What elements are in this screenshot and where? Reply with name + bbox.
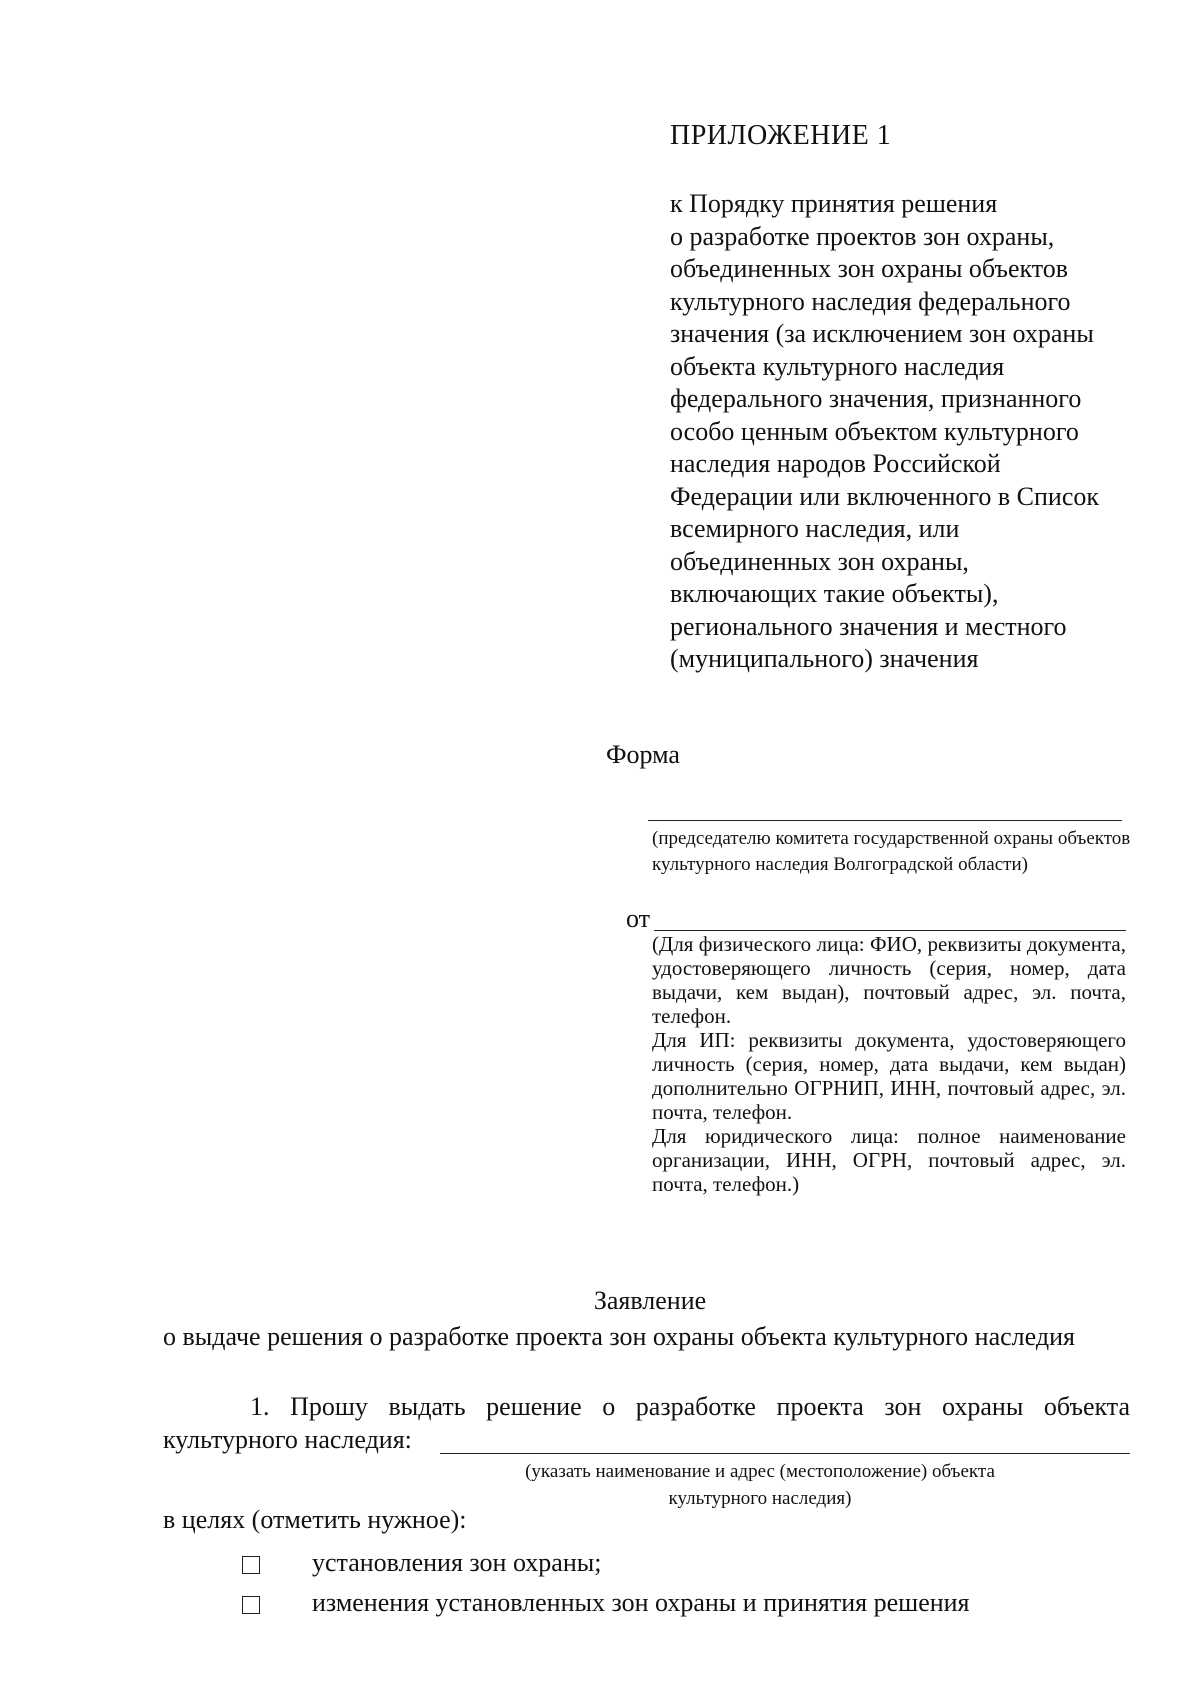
appendix-line: всемирного наследия, или [670,514,960,543]
addressee-note: (председателю комитета государственной охраны объектов культурного наследия Волгоградской области) [652,828,1131,875]
appendix-line: объекта культурного наследия [670,351,1005,381]
addressee-blank-line [648,820,1122,821]
appendix-description [670,188,1099,676]
appendix-line: объединенных зон охраны, [670,546,969,576]
purpose-label: в целях (отметить нужное): [163,1505,467,1534]
applicant-note-individual: (Для физического лица: ФИО, реквизиты документа, удостоверяющего личность (серия, номер, дата выдачи, кем выдан), почтовый адрес, эл. почта, телефон. [652,932,1126,1028]
applicant-notes [652,932,1126,1196]
appendix-line: регионального значения и местного [670,611,1067,641]
option-checkbox-establish[interactable] [242,1556,260,1574]
appendix-line: объединенных зон охраны объектов [670,254,1069,283]
appendix-line: к Порядку принятия решения [670,189,998,218]
heritage-object-blank-line [440,1453,1130,1454]
appendix-line: культурного наследия федерального [670,286,1071,316]
item1-text: 1. Прошу выдать решение о разработке проекта зон охраны объекта [250,1392,1130,1421]
hint-line: (указать наименование и адрес (местоположение) объекта [525,1461,995,1482]
option-checkbox-change[interactable] [242,1596,260,1614]
hint-line: культурного наследия) [668,1488,852,1509]
item1-text-continued: культурного наследия: [163,1425,412,1454]
applicant-blank-line [654,930,1126,931]
heritage-object-hint [380,1458,1140,1512]
applicant-note-legal-entity: Для юридического лица: полное наименование организации, ИНН, ОГРН, почтовый адрес, эл. почта, телефон.) [652,1124,1126,1196]
statement-subtitle: о выдаче решения о разработке проекта зон охраны объекта культурного наследия [163,1322,1075,1351]
from-label: от [626,904,651,933]
option-label-establish: установления зон охраны; [312,1548,602,1577]
appendix-line: включающих такие объекты), [670,579,999,608]
option-label-change: изменения установленных зон охраны и принятия решения [312,1588,970,1617]
statement-title: Заявление [593,1286,707,1315]
appendix-line: федерального значения, признанного [670,384,1082,413]
appendix-line: (муниципального) значения [670,644,979,673]
appendix-title: ПРИЛОЖЕНИЕ 1 [670,120,892,151]
appendix-line: значения (за исключением зон охраны [670,319,1094,348]
form-label: Форма [606,740,680,769]
appendix-line: Федерации или включенного в Список [670,481,1099,511]
applicant-note-entrepreneur: Для ИП: реквизиты документа, удостоверяющего личность (серия, номер, дата выдачи, кем выдан) дополнительно ОГРНИП, ИНН, почтовый адрес, эл. почта, телефон. [652,1028,1126,1124]
appendix-line: наследия народов Российской [670,449,1001,478]
appendix-line: особо ценным объектом культурного [670,416,1079,446]
appendix-line: о разработке проектов зон охраны, [670,221,1055,251]
